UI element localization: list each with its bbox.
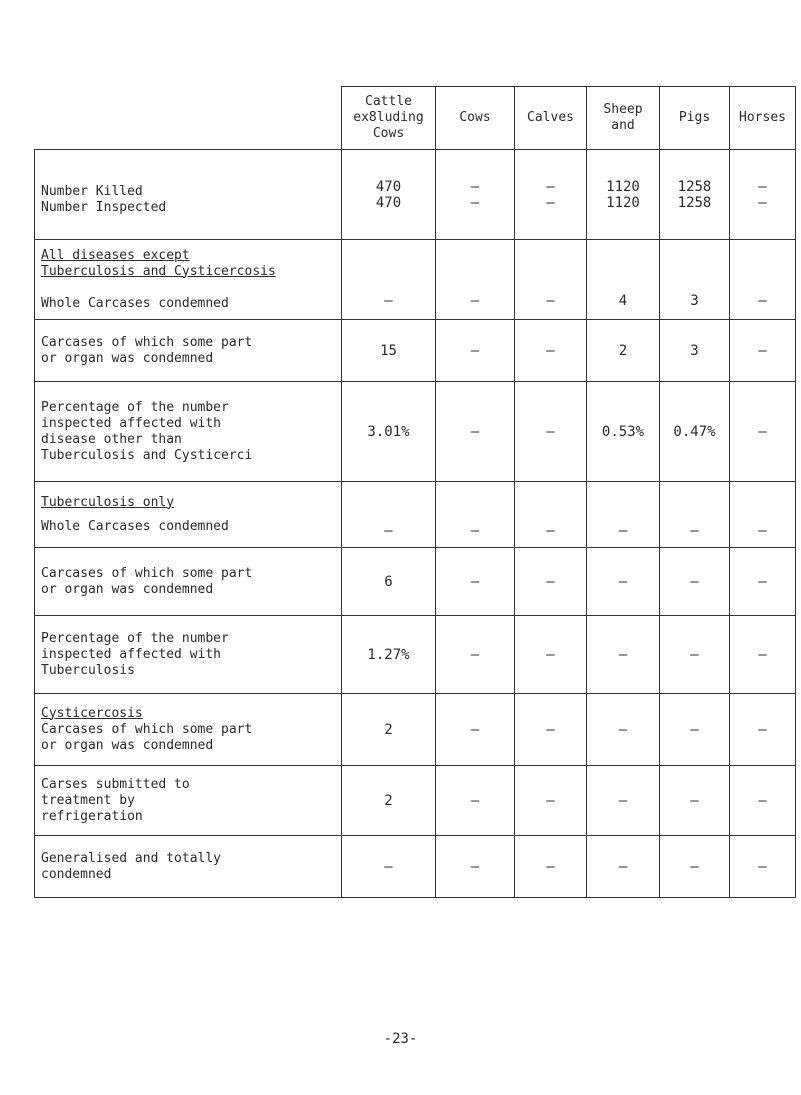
tb-whole-label xyxy=(35,482,342,548)
cyst-part-label xyxy=(35,694,342,766)
value: 1.27% xyxy=(342,616,436,694)
col-header-pigs: Pigs xyxy=(660,87,730,150)
row-label: Tuberculosis xyxy=(41,662,135,678)
header-row xyxy=(35,87,796,150)
sheep-header-line-2: and xyxy=(611,118,635,133)
cattle-header-line-1: Cattle xyxy=(365,94,412,109)
row-label: disease other than xyxy=(41,431,182,447)
value: – xyxy=(730,320,796,382)
value: – xyxy=(587,482,660,548)
table-row xyxy=(35,240,796,320)
value: – xyxy=(660,616,730,694)
value: – xyxy=(660,482,730,548)
table-row xyxy=(35,482,796,548)
table-row xyxy=(35,320,796,382)
value: – xyxy=(587,548,660,616)
value: 1258 xyxy=(677,194,712,211)
table-row xyxy=(35,616,796,694)
value: 1120 xyxy=(606,178,640,195)
row-label: Tuberculosis and Cysticerci xyxy=(41,447,253,463)
value: – xyxy=(515,548,587,616)
row-label: Carcases of which some part xyxy=(41,565,253,581)
value: – xyxy=(546,194,555,211)
section-heading: Cysticercosis xyxy=(41,705,143,721)
cell xyxy=(515,150,587,240)
value: 2 xyxy=(342,766,436,836)
row-label: Generalised and totally xyxy=(41,850,222,866)
killed-label: Number Killed xyxy=(41,183,143,199)
value: 3 xyxy=(660,240,730,320)
cell xyxy=(730,150,796,240)
cell xyxy=(342,150,436,240)
value: – xyxy=(342,836,436,898)
value: – xyxy=(342,482,436,548)
value: 15 xyxy=(342,320,436,382)
row-label: or organ was condemned xyxy=(41,737,214,753)
col-header-cattle xyxy=(342,87,436,150)
section-heading: Tuberculosis and Cysticercosis xyxy=(41,263,276,279)
value: – xyxy=(660,694,730,766)
value: – xyxy=(515,694,587,766)
value: – xyxy=(730,240,796,320)
whole-carcases-label xyxy=(35,240,342,320)
section-heading: All diseases except xyxy=(41,247,190,263)
value: – xyxy=(587,616,660,694)
value: – xyxy=(587,766,660,836)
percentage-label xyxy=(35,382,342,482)
value: 1258 xyxy=(677,178,712,195)
sheep-header-line-1: Sheep xyxy=(603,102,643,117)
value: – xyxy=(436,766,515,836)
value: 0.47% xyxy=(660,382,730,482)
row-label: Whole Carcases condemned xyxy=(41,518,229,534)
value: – xyxy=(436,320,515,382)
tb-part-label xyxy=(35,548,342,616)
value: – xyxy=(758,194,767,211)
row-label: inspected affected with xyxy=(41,646,222,662)
table-row xyxy=(35,382,796,482)
col-header-horses: Horses xyxy=(730,87,796,150)
value: – xyxy=(436,836,515,898)
table-row xyxy=(35,694,796,766)
value: – xyxy=(436,694,515,766)
value: – xyxy=(436,240,515,320)
row-label: Whole Carcases condemned xyxy=(41,295,229,311)
row-label: Carses submitted to xyxy=(41,776,190,792)
value: 4 xyxy=(587,240,660,320)
value: 2 xyxy=(342,694,436,766)
row-label: treatment by xyxy=(41,792,135,808)
page-number: -23- xyxy=(383,1031,418,1047)
value: – xyxy=(436,482,515,548)
value: – xyxy=(730,548,796,616)
cell xyxy=(660,150,730,240)
col-header-calves: Calves xyxy=(515,87,587,150)
table-row xyxy=(35,548,796,616)
value: – xyxy=(730,482,796,548)
value: 470 xyxy=(375,194,402,211)
row-label: refrigeration xyxy=(41,808,143,824)
cattle-header-line-2: ex8luding xyxy=(353,110,424,125)
col-header-cows: Cows xyxy=(436,87,515,150)
row-label: inspected affected with xyxy=(41,415,222,431)
row-label: Percentage of the number xyxy=(41,399,229,415)
value: – xyxy=(730,694,796,766)
value: – xyxy=(470,178,480,195)
row-label: or organ was condemned xyxy=(41,350,214,366)
value: 0.53% xyxy=(587,382,660,482)
value: – xyxy=(587,694,660,766)
value: – xyxy=(758,178,767,195)
value: – xyxy=(730,382,796,482)
part-condemned-label xyxy=(35,320,342,382)
row-label: Percentage of the number xyxy=(41,630,229,646)
value: – xyxy=(587,836,660,898)
value: – xyxy=(515,240,587,320)
row-label: or organ was condemned xyxy=(41,581,214,597)
cell xyxy=(587,150,660,240)
cell xyxy=(436,150,515,240)
value: – xyxy=(515,482,587,548)
refrigeration-label xyxy=(35,766,342,836)
value: – xyxy=(515,382,587,482)
section-heading: Tuberculosis only xyxy=(41,494,175,510)
value: – xyxy=(730,836,796,898)
row-label: Carcases of which some part xyxy=(41,721,253,737)
value: 6 xyxy=(342,548,436,616)
table-row xyxy=(35,766,796,836)
value: – xyxy=(515,320,587,382)
value: – xyxy=(730,616,796,694)
value: – xyxy=(436,382,515,482)
value: 1120 xyxy=(606,194,640,211)
table-row xyxy=(35,150,796,240)
row-label: condemned xyxy=(41,866,112,882)
inspected-label: Number Inspected xyxy=(41,199,167,215)
value: – xyxy=(660,766,730,836)
tb-percentage-label xyxy=(35,616,342,694)
value: 470 xyxy=(375,178,402,195)
value: 2 xyxy=(587,320,660,382)
value: 3.01% xyxy=(342,382,436,482)
generalised-label xyxy=(35,836,342,898)
row-label: Carcases of which some part xyxy=(41,334,253,350)
value: – xyxy=(515,836,587,898)
meat-inspection-table xyxy=(34,86,796,898)
value: – xyxy=(436,616,515,694)
value: – xyxy=(660,548,730,616)
value: – xyxy=(436,548,515,616)
value: 3 xyxy=(660,320,730,382)
table-row xyxy=(35,836,796,898)
value: – xyxy=(342,240,436,320)
killed-inspected-label xyxy=(35,150,342,240)
value: – xyxy=(470,194,480,211)
value: – xyxy=(515,616,587,694)
value: – xyxy=(730,766,796,836)
value: – xyxy=(515,766,587,836)
corner-cell xyxy=(35,87,342,150)
value: – xyxy=(546,178,555,195)
value: – xyxy=(660,836,730,898)
col-header-sheep xyxy=(587,87,660,150)
cattle-header-line-3: Cows xyxy=(372,126,405,141)
